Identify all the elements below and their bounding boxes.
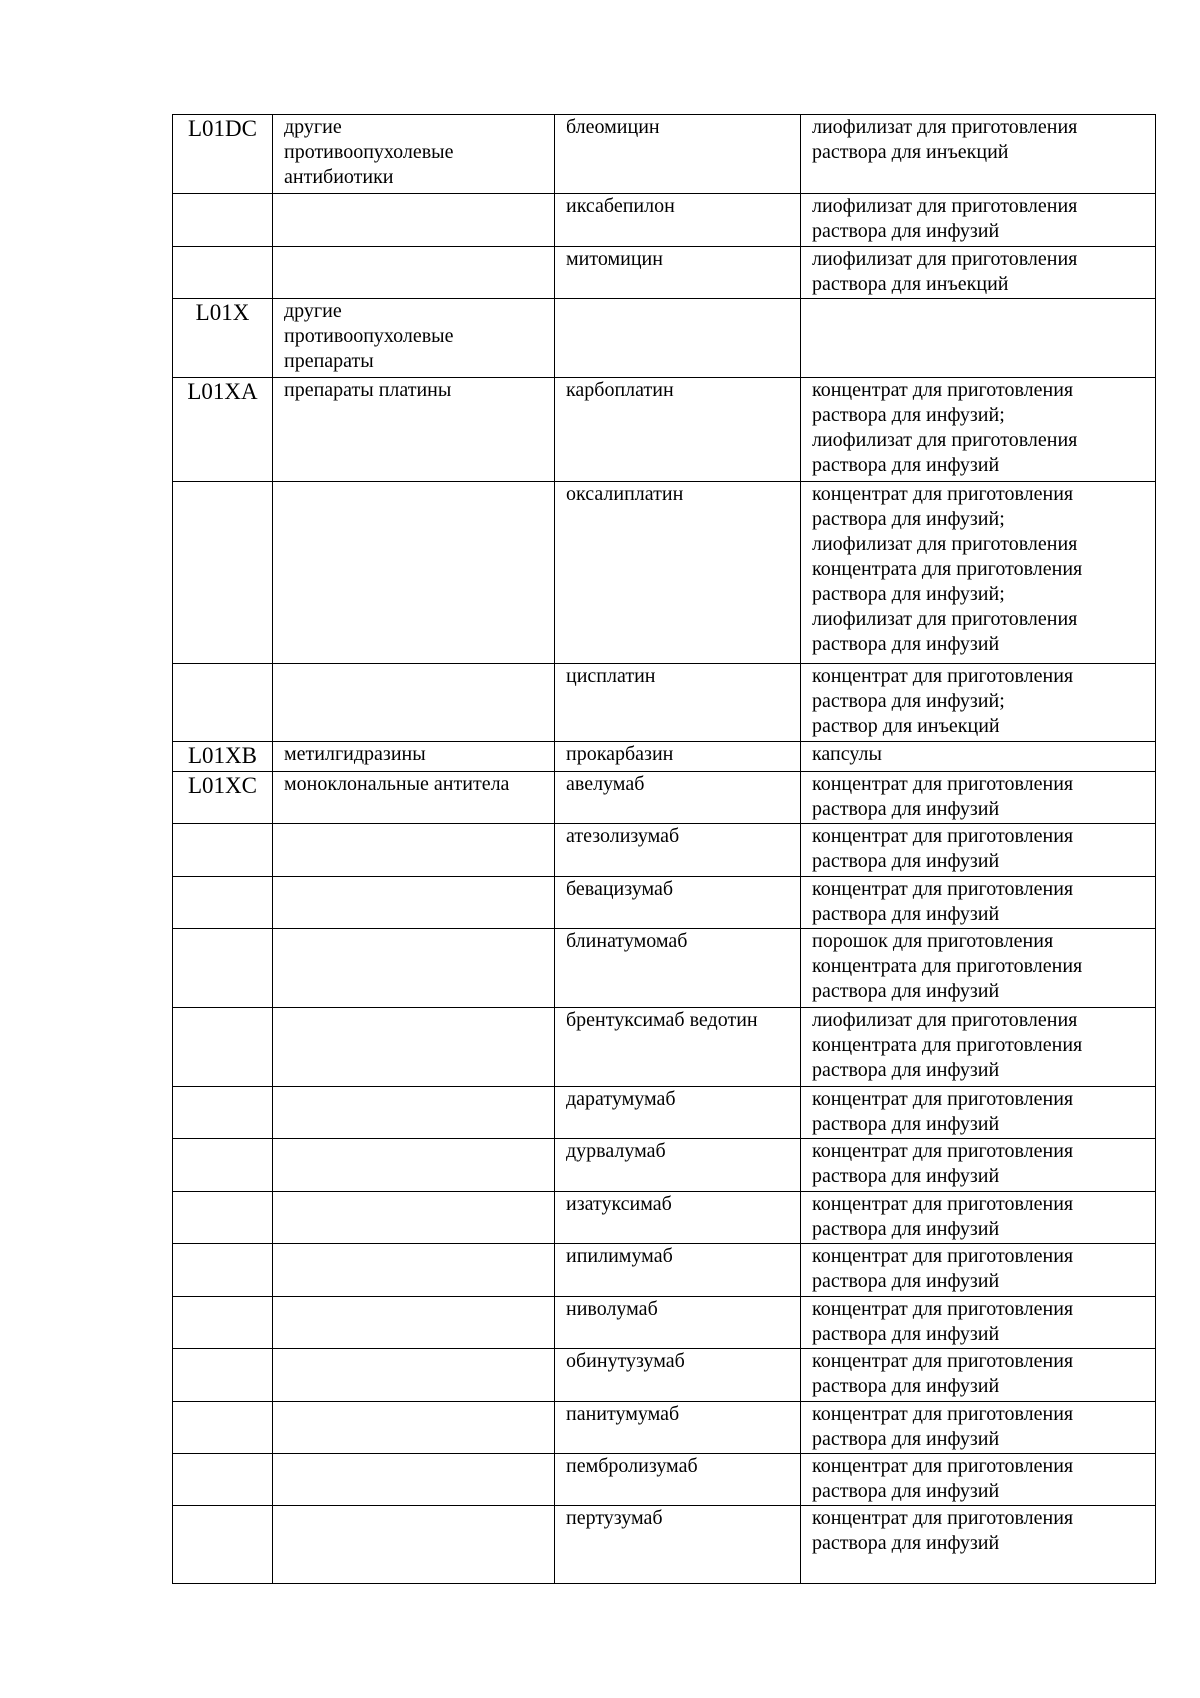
atc-code-cell: L01DC bbox=[173, 115, 273, 194]
table-row bbox=[173, 742, 1156, 772]
dosage-form-cell bbox=[801, 1139, 1156, 1192]
drug-group-cell bbox=[273, 1349, 555, 1402]
drug-group-cell bbox=[273, 482, 555, 664]
dosage-form-cell bbox=[801, 772, 1156, 824]
dosage-form-line: порошок для приготовления bbox=[812, 930, 1054, 952]
drug-name-cell: карбоплатин bbox=[555, 378, 801, 482]
dosage-form-line: концентрат для приготовления bbox=[812, 1193, 1074, 1215]
dosage-form-line: раствора для инфузий bbox=[812, 1323, 1000, 1345]
dosage-form-line: концентрат для приготовления bbox=[812, 1403, 1074, 1425]
dosage-form-line: концентрат для приготовления bbox=[812, 665, 1074, 687]
dosage-form-cell bbox=[801, 1244, 1156, 1297]
drug-name-cell: обинутузумаб bbox=[555, 1349, 801, 1402]
dosage-form-cell bbox=[801, 247, 1156, 299]
table-row bbox=[173, 1244, 1156, 1297]
table-row bbox=[173, 1506, 1156, 1584]
drug-group-cell bbox=[273, 1139, 555, 1192]
dosage-form-line: раствора для инфузий bbox=[812, 1480, 1000, 1502]
drug-name-cell: дурвалумаб bbox=[555, 1139, 801, 1192]
drug-group-line: метилгидразины bbox=[284, 743, 426, 765]
atc-code-cell: L01XC bbox=[173, 772, 273, 824]
dosage-form-line: раствора для инфузий; bbox=[812, 583, 1005, 605]
drug-name-cell: оксалиплатин bbox=[555, 482, 801, 664]
dosage-form-line: концентрат для приготовления bbox=[812, 825, 1074, 847]
table-row bbox=[173, 1139, 1156, 1192]
table-row bbox=[173, 772, 1156, 824]
table-row bbox=[173, 482, 1156, 664]
dosage-form-line: капсулы bbox=[812, 743, 882, 765]
drug-name-cell: даратумумаб bbox=[555, 1087, 801, 1139]
dosage-form-line: раствора для инфузий bbox=[812, 454, 1000, 476]
drug-group-cell bbox=[273, 299, 555, 378]
dosage-form-cell bbox=[801, 929, 1156, 1008]
dosage-form-line: раствор для инъекций bbox=[812, 715, 1000, 737]
dosage-form-line: лиофилизат для приготовления bbox=[812, 533, 1078, 555]
table-row bbox=[173, 247, 1156, 299]
table-row bbox=[173, 1402, 1156, 1454]
dosage-form-line: раствора для инфузий bbox=[812, 903, 1000, 925]
drug-group-cell bbox=[273, 1244, 555, 1297]
table-row bbox=[173, 824, 1156, 877]
dosage-form-line: лиофилизат для приготовления bbox=[812, 248, 1078, 270]
drug-name-cell: атезолизумаб bbox=[555, 824, 801, 877]
dosage-form-line: раствора для инфузий bbox=[812, 1165, 1000, 1187]
dosage-form-cell bbox=[801, 742, 1156, 772]
dosage-form-line: концентрат для приготовления bbox=[812, 1507, 1074, 1529]
atc-code-cell: L01XA bbox=[173, 378, 273, 482]
table-row bbox=[173, 1192, 1156, 1244]
table-row bbox=[173, 929, 1156, 1008]
dosage-form-line: раствора для инфузий bbox=[812, 1113, 1000, 1135]
dosage-form-line: концентрат для приготовления bbox=[812, 878, 1074, 900]
drug-group-cell bbox=[273, 772, 555, 824]
table-row bbox=[173, 877, 1156, 929]
dosage-form-line: раствора для инфузий bbox=[812, 220, 1000, 242]
drug-group-line: препараты платины bbox=[284, 379, 452, 401]
dosage-form-cell bbox=[801, 1297, 1156, 1349]
drug-group-line: моноклональные антитела bbox=[284, 773, 510, 795]
table-row bbox=[173, 378, 1156, 482]
drug-group-line: другие bbox=[284, 300, 342, 322]
drug-group-cell bbox=[273, 378, 555, 482]
table-row bbox=[173, 115, 1156, 194]
dosage-form-line: лиофилизат для приготовления bbox=[812, 116, 1078, 138]
atc-code-cell: L01XB bbox=[173, 742, 273, 772]
atc-code-cell bbox=[173, 194, 273, 247]
drug-group-line: противоопухолевые bbox=[284, 325, 454, 347]
drug-group-cell bbox=[273, 1402, 555, 1454]
dosage-form-line: раствора для инфузий bbox=[812, 980, 1000, 1002]
atc-code-cell bbox=[173, 1506, 273, 1584]
table-row bbox=[173, 194, 1156, 247]
drug-group-line: противоопухолевые bbox=[284, 141, 454, 163]
atc-code-cell bbox=[173, 1349, 273, 1402]
dosage-form-line: концентрат для приготовления bbox=[812, 1350, 1074, 1372]
table-row bbox=[173, 664, 1156, 742]
dosage-form-line: концентрата для приготовления bbox=[812, 1034, 1083, 1056]
dosage-form-line: раствора для инъекций bbox=[812, 273, 1009, 295]
dosage-form-line: раствора для инфузий bbox=[812, 1270, 1000, 1292]
dosage-form-cell bbox=[801, 378, 1156, 482]
drug-table-body bbox=[173, 115, 1156, 1584]
dosage-form-line: раствора для инфузий bbox=[812, 1428, 1000, 1450]
table-row bbox=[173, 1454, 1156, 1506]
drug-name-cell: прокарбазин bbox=[555, 742, 801, 772]
drug-name-cell: изатуксимаб bbox=[555, 1192, 801, 1244]
drug-name-cell: авелумаб bbox=[555, 772, 801, 824]
atc-code-cell bbox=[173, 929, 273, 1008]
atc-code-cell bbox=[173, 1139, 273, 1192]
dosage-form-line: раствора для инъекций bbox=[812, 141, 1009, 163]
drug-group-cell bbox=[273, 1297, 555, 1349]
dosage-form-line: раствора для инфузий bbox=[812, 1218, 1000, 1240]
dosage-form-cell bbox=[801, 1087, 1156, 1139]
drug-name-cell: ипилимумаб bbox=[555, 1244, 801, 1297]
dosage-form-cell bbox=[801, 299, 1156, 378]
dosage-form-line: концентрат для приготовления bbox=[812, 1140, 1074, 1162]
atc-code-cell bbox=[173, 877, 273, 929]
atc-code-cell bbox=[173, 1454, 273, 1506]
table-row bbox=[173, 1008, 1156, 1087]
drug-group-line: антибиотики bbox=[284, 166, 394, 188]
drug-group-cell bbox=[273, 1454, 555, 1506]
dosage-form-line: концентрат для приготовления bbox=[812, 483, 1074, 505]
dosage-form-cell bbox=[801, 1008, 1156, 1087]
drug-name-cell: иксабепилон bbox=[555, 194, 801, 247]
drug-table bbox=[172, 114, 1156, 1584]
drug-name-cell: брентуксимаб ведотин bbox=[555, 1008, 801, 1087]
dosage-form-cell bbox=[801, 664, 1156, 742]
atc-code-cell bbox=[173, 1008, 273, 1087]
drug-group-cell bbox=[273, 247, 555, 299]
dosage-form-line: концентрат для приготовления bbox=[812, 1455, 1074, 1477]
atc-code-cell bbox=[173, 664, 273, 742]
dosage-form-cell bbox=[801, 824, 1156, 877]
table-row bbox=[173, 1297, 1156, 1349]
dosage-form-line: концентрат для приготовления bbox=[812, 1245, 1074, 1267]
dosage-form-line: лиофилизат для приготовления bbox=[812, 195, 1078, 217]
drug-name-cell: бевацизумаб bbox=[555, 877, 801, 929]
dosage-form-line: раствора для инфузий bbox=[812, 633, 1000, 655]
dosage-form-cell bbox=[801, 115, 1156, 194]
dosage-form-cell bbox=[801, 482, 1156, 664]
atc-code-cell bbox=[173, 1192, 273, 1244]
dosage-form-line: раствора для инфузий; bbox=[812, 508, 1005, 530]
drug-name-cell: панитумумаб bbox=[555, 1402, 801, 1454]
drug-group-cell bbox=[273, 877, 555, 929]
dosage-form-line: концентрата для приготовления bbox=[812, 955, 1083, 977]
dosage-form-line: лиофилизат для приготовления bbox=[812, 429, 1078, 451]
atc-code-cell bbox=[173, 1297, 273, 1349]
drug-group-cell bbox=[273, 742, 555, 772]
drug-group-cell bbox=[273, 929, 555, 1008]
dosage-form-line: концентрат для приготовления bbox=[812, 1088, 1074, 1110]
dosage-form-cell bbox=[801, 877, 1156, 929]
dosage-form-line: раствора для инфузий bbox=[812, 798, 1000, 820]
drug-name-cell: пембролизумаб bbox=[555, 1454, 801, 1506]
drug-group-cell bbox=[273, 1506, 555, 1584]
atc-code-cell bbox=[173, 1244, 273, 1297]
drug-group-line: другие bbox=[284, 116, 342, 138]
dosage-form-line: концентрат для приготовления bbox=[812, 773, 1074, 795]
atc-code-cell bbox=[173, 247, 273, 299]
table-row bbox=[173, 1087, 1156, 1139]
drug-group-cell bbox=[273, 1008, 555, 1087]
table-row bbox=[173, 299, 1156, 378]
atc-code-cell bbox=[173, 1402, 273, 1454]
atc-code-cell bbox=[173, 482, 273, 664]
dosage-form-line: раствора для инфузий bbox=[812, 1375, 1000, 1397]
drug-name-cell: пертузумаб bbox=[555, 1506, 801, 1584]
dosage-form-line: раствора для инфузий; bbox=[812, 404, 1005, 426]
dosage-form-cell bbox=[801, 1506, 1156, 1584]
drug-group-cell bbox=[273, 1192, 555, 1244]
atc-code-cell: L01X bbox=[173, 299, 273, 378]
dosage-form-cell bbox=[801, 1349, 1156, 1402]
atc-code-cell bbox=[173, 1087, 273, 1139]
dosage-form-cell bbox=[801, 1192, 1156, 1244]
drug-group-line: препараты bbox=[284, 350, 374, 372]
drug-group-cell bbox=[273, 1087, 555, 1139]
drug-name-cell: блинатумомаб bbox=[555, 929, 801, 1008]
dosage-form-line: лиофилизат для приготовления bbox=[812, 1009, 1078, 1031]
drug-group-cell bbox=[273, 824, 555, 877]
dosage-form-line: лиофилизат для приготовления bbox=[812, 608, 1078, 630]
drug-group-cell bbox=[273, 115, 555, 194]
atc-code-cell bbox=[173, 824, 273, 877]
table-row bbox=[173, 1349, 1156, 1402]
drug-name-cell: ниволумаб bbox=[555, 1297, 801, 1349]
dosage-form-cell bbox=[801, 1402, 1156, 1454]
dosage-form-line: раствора для инфузий bbox=[812, 850, 1000, 872]
dosage-form-line: концентрат для приготовления bbox=[812, 1298, 1074, 1320]
drug-name-cell: блеомицин bbox=[555, 115, 801, 194]
dosage-form-line: концентрата для приготовления bbox=[812, 558, 1083, 580]
drug-name-cell: митомицин bbox=[555, 247, 801, 299]
dosage-form-line: концентрат для приготовления bbox=[812, 379, 1074, 401]
dosage-form-line: раствора для инфузий; bbox=[812, 690, 1005, 712]
drug-group-cell bbox=[273, 664, 555, 742]
drug-group-cell bbox=[273, 194, 555, 247]
dosage-form-line: раствора для инфузий bbox=[812, 1532, 1000, 1554]
drug-name-cell: цисплатин bbox=[555, 664, 801, 742]
drug-name-cell bbox=[555, 299, 801, 378]
dosage-form-cell bbox=[801, 194, 1156, 247]
dosage-form-line: раствора для инфузий bbox=[812, 1059, 1000, 1081]
dosage-form-cell bbox=[801, 1454, 1156, 1506]
